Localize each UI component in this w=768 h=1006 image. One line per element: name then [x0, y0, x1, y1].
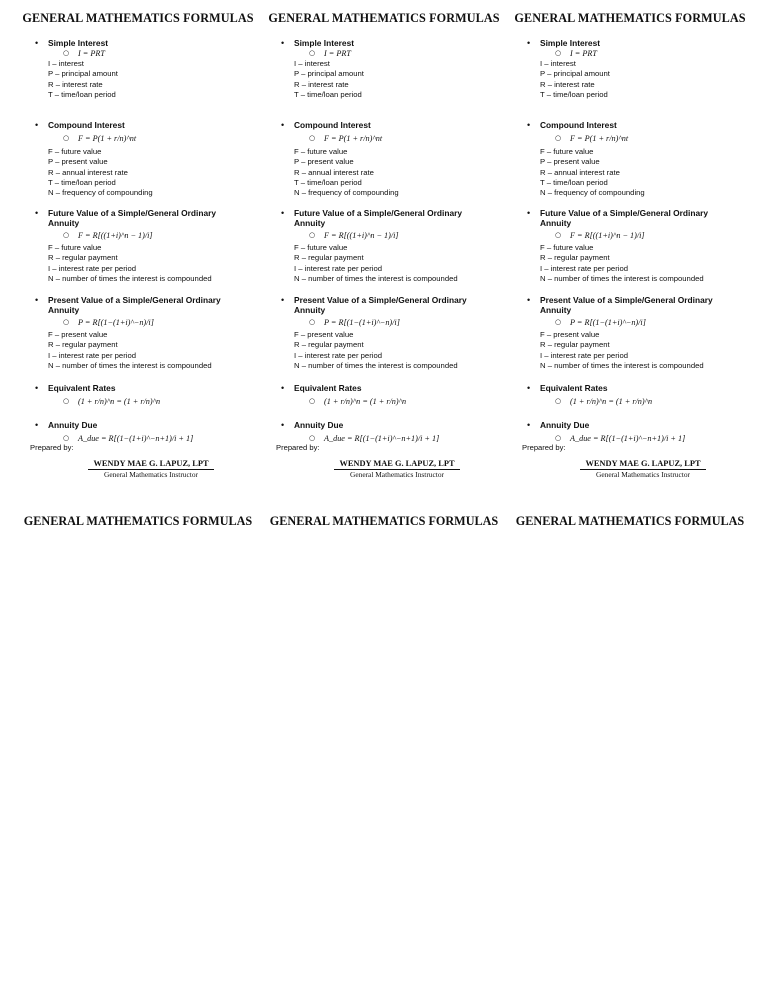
section-title: Compound Interest	[294, 120, 371, 130]
circle-bullet-icon: ○	[63, 231, 70, 239]
var-line: I – interest rate per period	[48, 263, 137, 273]
card-title: GENERAL MATHEMATICS FORMULAS	[514, 11, 746, 25]
var-line: F – future value	[294, 243, 348, 252]
var-line: I – interest rate per period	[294, 263, 383, 273]
var-line: I – interest rate per period	[48, 350, 137, 360]
var-line: N – frequency of compounding	[540, 188, 645, 198]
var-line: N – number of times the interest is compounded	[540, 273, 704, 283]
section-title: Future Value of a Simple/General Ordinary Annuity	[294, 208, 463, 228]
formula-card-3	[512, 11, 748, 443]
var-line: R – regular payment	[294, 340, 364, 350]
var-line: P – principal amount	[48, 69, 118, 79]
bullet-icon: •	[35, 383, 39, 393]
formula-text: A_due = R[(1−(1+i)^−n+1)/i + 1]	[78, 434, 194, 443]
var-line: N – frequency of compounding	[48, 188, 153, 198]
formula-text: F = R[((1+i)^n − 1)/i]	[570, 231, 645, 240]
section-title: Equivalent Rates	[294, 383, 362, 393]
formula-text: P = R[(1−(1+i)^−n)/i]	[324, 318, 400, 327]
author-role: General Mathematics Instructor	[350, 470, 444, 479]
formula-text: (1 + r/n)^n = (1 + r/n)^n	[78, 397, 161, 406]
section-title: Annuity Due	[540, 420, 590, 430]
formula-text: (1 + r/n)^n = (1 + r/n)^n	[324, 397, 407, 406]
formula	[555, 133, 645, 144]
section-title: Equivalent Rates	[540, 383, 608, 393]
formula	[555, 230, 730, 241]
section-simple-interest	[35, 38, 118, 100]
bullet-icon: •	[527, 38, 531, 48]
bullet-icon: •	[281, 383, 285, 393]
card-title: GENERAL MATHEMATICS FORMULAS	[268, 11, 500, 25]
var-line: R – annual interest rate	[540, 167, 620, 177]
formula-text: F = P(1 + r/n)^nt	[570, 134, 629, 143]
bullet-icon: •	[35, 208, 39, 218]
var-line: P – present value	[48, 157, 108, 167]
section-title: Present Value of a Simple/General Ordinary Annuity	[540, 295, 713, 315]
var-line: T – time/loan period	[540, 177, 608, 187]
circle-bullet-icon: ○	[309, 434, 316, 442]
circle-bullet-icon: ○	[309, 134, 316, 142]
circle-bullet-icon: ○	[555, 231, 562, 239]
circle-bullet-icon: ○	[555, 434, 562, 442]
var-line: R – interest rate	[48, 79, 103, 89]
var-line: T – time/loan period	[540, 89, 608, 99]
bullet-icon: •	[281, 38, 285, 48]
bullet-icon: •	[527, 295, 531, 305]
prepared-by-label: Prepared by:	[522, 443, 566, 452]
var-line: T – time/loan period	[294, 89, 362, 99]
author-name: WENDY MAE G. LAPUZ, LPT	[334, 459, 460, 470]
section-equivalent-rates	[527, 383, 653, 407]
var-line: F – present value	[48, 330, 108, 339]
bullet-icon: •	[35, 295, 39, 305]
var-line: F – future value	[48, 147, 102, 156]
formula	[309, 317, 484, 328]
section-annuity-due	[281, 420, 440, 444]
bullet-icon: •	[35, 120, 39, 130]
section-simple-interest	[281, 38, 364, 100]
var-line: R – interest rate	[294, 79, 349, 89]
section-title: Future Value of a Simple/General Ordinary Annuity	[540, 208, 709, 228]
section-title: Simple Interest	[294, 38, 355, 48]
formula-text: I = PRT	[570, 49, 597, 58]
var-line: N – number of times the interest is compounded	[294, 360, 458, 370]
section-compound-interest	[527, 120, 645, 198]
formula-card-1	[20, 11, 256, 443]
formula-text: F = P(1 + r/n)^nt	[78, 134, 137, 143]
section-title: Present Value of a Simple/General Ordinary Annuity	[48, 295, 221, 315]
circle-bullet-icon: ○	[63, 318, 70, 326]
var-line: N – number of times the interest is compounded	[48, 273, 212, 283]
section-simple-interest	[527, 38, 610, 100]
bullet-icon: •	[35, 38, 39, 48]
formula-text: F = R[((1+i)^n − 1)/i]	[324, 231, 399, 240]
section-present-value	[35, 295, 238, 371]
author-role: General Mathematics Instructor	[596, 470, 690, 479]
bullet-icon: •	[281, 295, 285, 305]
section-future-value	[35, 208, 238, 284]
var-line: I – interest	[540, 59, 576, 68]
circle-bullet-icon: ○	[309, 231, 316, 239]
circle-bullet-icon: ○	[63, 49, 70, 57]
section-title: Simple Interest	[48, 38, 109, 48]
var-line: R – regular payment	[294, 253, 364, 263]
formula-text: P = R[(1−(1+i)^−n)/i]	[570, 318, 646, 327]
section-compound-interest	[281, 120, 399, 198]
var-line: N – frequency of compounding	[294, 188, 399, 198]
signature-block	[88, 459, 214, 479]
formula	[555, 433, 686, 444]
var-line: R – annual interest rate	[48, 167, 128, 177]
circle-bullet-icon: ○	[555, 318, 562, 326]
section-compound-interest	[35, 120, 153, 198]
formula-text: A_due = R[(1−(1+i)^−n+1)/i + 1]	[570, 434, 686, 443]
var-line: P – present value	[294, 157, 354, 167]
circle-bullet-icon: ○	[309, 49, 316, 57]
var-line: I – interest rate per period	[540, 263, 629, 273]
author-name: WENDY MAE G. LAPUZ, LPT	[580, 459, 706, 470]
var-line: F – future value	[48, 243, 102, 252]
var-line: F – future value	[540, 147, 594, 156]
section-title: Annuity Due	[294, 420, 344, 430]
var-line: N – number of times the interest is compounded	[540, 360, 704, 370]
section-present-value	[527, 295, 730, 371]
author-role: General Mathematics Instructor	[104, 470, 198, 479]
formula	[309, 48, 364, 59]
card-title: GENERAL MATHEMATICS FORMULAS	[22, 11, 254, 25]
bullet-icon: •	[281, 420, 285, 430]
var-line: I – interest rate per period	[540, 350, 629, 360]
prepared-by-label: Prepared by:	[276, 443, 320, 452]
formula	[63, 230, 238, 241]
formula-text: P = R[(1−(1+i)^−n)/i]	[78, 318, 154, 327]
var-line: F – future value	[540, 243, 594, 252]
formula-text: I = PRT	[78, 49, 105, 58]
author-name: WENDY MAE G. LAPUZ, LPT	[88, 459, 214, 470]
formula	[309, 133, 399, 144]
bullet-icon: •	[35, 420, 39, 430]
circle-bullet-icon: ○	[555, 49, 562, 57]
section-annuity-due	[35, 420, 194, 444]
card-title-bottom: GENERAL MATHEMATICS FORMULAS	[515, 514, 745, 528]
section-future-value	[527, 208, 730, 284]
formula	[309, 433, 440, 444]
circle-bullet-icon: ○	[63, 434, 70, 442]
signature-block	[334, 459, 460, 479]
card-title-bottom: GENERAL MATHEMATICS FORMULAS	[269, 514, 499, 528]
var-line: I – interest	[48, 59, 84, 68]
section-title: Equivalent Rates	[48, 383, 116, 393]
circle-bullet-icon: ○	[555, 397, 562, 405]
formula	[63, 317, 238, 328]
var-line: I – interest rate per period	[294, 350, 383, 360]
circle-bullet-icon: ○	[309, 397, 316, 405]
formula	[309, 396, 407, 407]
bullet-icon: •	[281, 208, 285, 218]
formula-text: F = R[((1+i)^n − 1)/i]	[78, 231, 153, 240]
section-title: Present Value of a Simple/General Ordinary Annuity	[294, 295, 467, 315]
var-line: R – annual interest rate	[294, 167, 374, 177]
formula-text: I = PRT	[324, 49, 351, 58]
section-title: Annuity Due	[48, 420, 98, 430]
var-line: N – number of times the interest is compounded	[294, 273, 458, 283]
section-equivalent-rates	[281, 383, 407, 407]
section-equivalent-rates	[35, 383, 161, 407]
formula	[63, 433, 194, 444]
formula	[63, 396, 161, 407]
var-line: R – regular payment	[48, 340, 118, 350]
formula-text: A_due = R[(1−(1+i)^−n+1)/i + 1]	[324, 434, 440, 443]
section-present-value	[281, 295, 484, 371]
var-line: R – interest rate	[540, 79, 595, 89]
section-title: Simple Interest	[540, 38, 601, 48]
formula-text: (1 + r/n)^n = (1 + r/n)^n	[570, 397, 653, 406]
bullet-icon: •	[527, 383, 531, 393]
bullet-icon: •	[527, 120, 531, 130]
section-title: Future Value of a Simple/General Ordinary Annuity	[48, 208, 217, 228]
var-line: P – present value	[540, 157, 600, 167]
var-line: F – future value	[294, 147, 348, 156]
section-annuity-due	[527, 420, 686, 444]
formula-text: F = P(1 + r/n)^nt	[324, 134, 383, 143]
var-line: P – principal amount	[540, 69, 610, 79]
circle-bullet-icon: ○	[63, 134, 70, 142]
var-line: F – present value	[540, 330, 600, 339]
bullet-icon: •	[281, 120, 285, 130]
bullet-icon: •	[527, 208, 531, 218]
formula	[555, 317, 730, 328]
circle-bullet-icon: ○	[63, 397, 70, 405]
circle-bullet-icon: ○	[555, 134, 562, 142]
section-title: Compound Interest	[540, 120, 617, 130]
var-line: T – time/loan period	[48, 177, 116, 187]
card-title-bottom: GENERAL MATHEMATICS FORMULAS	[23, 514, 253, 528]
formula	[63, 133, 153, 144]
formula	[555, 396, 653, 407]
section-future-value	[281, 208, 484, 284]
var-line: F – present value	[294, 330, 354, 339]
var-line: P – principal amount	[294, 69, 364, 79]
section-title: Compound Interest	[48, 120, 125, 130]
var-line: T – time/loan period	[48, 89, 116, 99]
bullet-icon: •	[527, 420, 531, 430]
var-line: I – interest	[294, 59, 330, 68]
var-line: T – time/loan period	[294, 177, 362, 187]
formula-card-2	[266, 11, 502, 443]
formula	[309, 230, 484, 241]
formula	[555, 48, 610, 59]
signature-block	[580, 459, 706, 479]
var-line: R – regular payment	[540, 340, 610, 350]
prepared-by-label: Prepared by:	[30, 443, 74, 452]
circle-bullet-icon: ○	[309, 318, 316, 326]
var-line: N – number of times the interest is compounded	[48, 360, 212, 370]
var-line: R – regular payment	[48, 253, 118, 263]
var-line: R – regular payment	[540, 253, 610, 263]
formula	[63, 48, 118, 59]
